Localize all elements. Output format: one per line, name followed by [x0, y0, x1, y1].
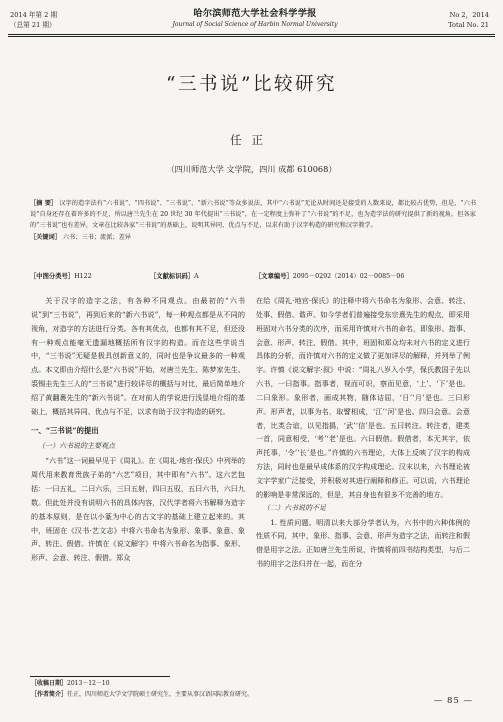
doc-code: ［文献标识码］A — [150, 273, 199, 280]
body-paragraph: 在给《周礼·地官·保氏》的注释中将六书命名为象形、会意、转注、处事、假借、谐声。如今学者们普遍接受东宗熹先生的观点，即采用班固对六书分类的次序，而采用许慎对六书的命名，即象形、指事、会意、形声、转注、假借。其中，班固和郑众均未对六书的定义进行具体的分析，而许慎对六书的定义做了更加详尽的解释，并列举了例字。许慎《说文解字·叙》中说：“周礼八岁入小学，保氏教国子先以六书，一曰指事。指事者，视而可识，察而见意，‘上’、‘下’是也。二曰象形。象形者，画成其物，随体诘屈，‘日’‘月’是也。三曰形声。形声者，以事为名，取譬相成，‘江’‘河’是也。四曰会意。会意者，比类合谊，以见指撝，‘武’‘信’是也。五曰转注。转注者，建类一首，同意相受，‘考’‘老’是也。六曰假借。假借者，本无其字，依声托事，‘令’‘长’是也。”许慎的六书理论，大体上反映了汉字的构成方法，同时也是最早成体系的汉字构成理论。汉末以来，六书理论被文字学家广泛接受，并积极对其进行阐释和修正。可以说，六书理论的影响是非常深远的，但是，其自身也有很多不完善的地方。 — [256, 296, 470, 499]
total-issue-en: Total No. 21 — [448, 21, 489, 29]
body-paragraph: “六书”这一词最早见于《周礼》。在《周礼·地官·保氏》中列举的周代用来教育贵族子弟的“六艺”项目，其中即有“六书”。这六艺包括：一曰五礼，二曰六乐，三曰五射，四曰五驭，五曰六书，六曰九数。但此处并没有说明六书的具体内容，汉代学者将六书解释为造字的基本原则，是在以小篆为中心的古文字的基础上建立起来的。其中，班固在《汉书·艺文志》中将六书命名为象形、象事、象意、象声、转注、假借。许慎在《说文解字》中将六书命名为指事、象形、形声、会意、转注、假借。郑众 — [31, 456, 245, 563]
header-rule-thin — [8, 36, 495, 37]
abstract-label: ［摘 要］ — [30, 200, 58, 207]
author-name: 任正 — [230, 133, 273, 147]
abstract-text: 汉字的造字法有“六书说”、“四书说”、“三书说”、“新六书说”等众多说法，其中“六书说”无论从时间还是接受的人数来说，都比较占优势，但是，“六书说”自身还存在着许多的不足，所以唐兰先生在 20 世纪 30 年代提出“三书说”，在一定程度上弥补了“六书说”的不足，也为造字法的研究提供了新的视角。但各家的“三书说”也有差异，文章在比较各家“三书说”的基础上，说明其异同、优点与不足，以求有助于汉字构造的研究和汉字教学。 — [30, 200, 477, 230]
issue-info-en — [448, 10, 489, 30]
article-id: ［文章编号］2095－0292（2014）02－0085－06 — [255, 273, 405, 280]
body-paragraph: 关于汉字的造字之法，有各种不同观点。由最初的“六书说”到“三书说”，再到后来的“新六书说”，每一种观点都是从不同的视角，对造字的方法进行分类。各有其优点，也都有其不足，但还没有一种观点能毫无遗漏地概括所有汉字的构造。而在这些学说当中，“三书说”无疑是极具创新意义的，同时也是争议最多的一种观点。本文即由介绍什么是“六书说”开始，对唐兰先生、陈梦家先生、裘锡圭先生三人的“三书说”进行较详尽的概括与对比，最后简单地介绍了黄翻裹先生的“新六书说”。在对前人的学说进行浅显地介绍的基础上，概括其异同、优点与不足，以求有助于汉字构造的研究。 — [31, 296, 245, 416]
author-bio-label: ［作者简介］ — [31, 691, 68, 698]
footnote-rule — [30, 676, 170, 677]
received-date: 2013－12－10 — [67, 680, 110, 687]
journal-title — [150, 8, 360, 29]
total-issue-cn: （总第 21 期） — [10, 21, 56, 29]
section-heading: 一、“三书说”的提出 — [31, 425, 99, 435]
subsection-heading: （二）六书说的不足 — [263, 503, 326, 512]
abstract — [30, 198, 476, 243]
body-paragraph: 1. 性质问题。明清以来大部分学者认为，六书中的六种体例的性质不同，其中，象形、指事、会意、形声为造字之法，而转注和假借是用字之法。正如唐兰先生所说，许慎将前四书结构类型，与后二书的用字之法归并在一起，而在分 — [256, 517, 470, 569]
body-column-right — [256, 294, 470, 571]
page-number: — 85 — — [433, 696, 473, 706]
keywords-label: ［关键词］ — [30, 233, 61, 241]
classification-line — [30, 271, 476, 283]
footnote — [31, 678, 477, 700]
issue-cn: 2014 年第 2 期 — [10, 11, 58, 19]
body-column-left — [31, 294, 245, 565]
running-header — [0, 0, 503, 34]
author-bio: 任正，四川师范大学文学院硕士研究生，主要从事汉语国际教育研究。 — [67, 691, 254, 698]
journal-title-cn: 哈尔滨师范大学社会科学学报 — [193, 8, 317, 19]
journal-title-en: Journal of Social Science of Harbin Normal University — [172, 21, 338, 28]
article-title: “三书说”比较研究 — [166, 74, 337, 95]
issue-info-cn — [10, 10, 57, 30]
issue-en: No 2，2014 — [449, 11, 489, 19]
header-rule — [8, 34, 495, 35]
keywords: 六书；三书；流派；差异 — [62, 233, 131, 241]
received-label: ［收稿日期］ — [31, 680, 68, 687]
author-affiliation: （四川师范大学 文学院，四川 成都 610068） — [166, 164, 337, 174]
clc: ［中图分类号］H122 — [30, 273, 92, 280]
subsection-heading: （一）六书说的主要观点 — [38, 442, 115, 451]
